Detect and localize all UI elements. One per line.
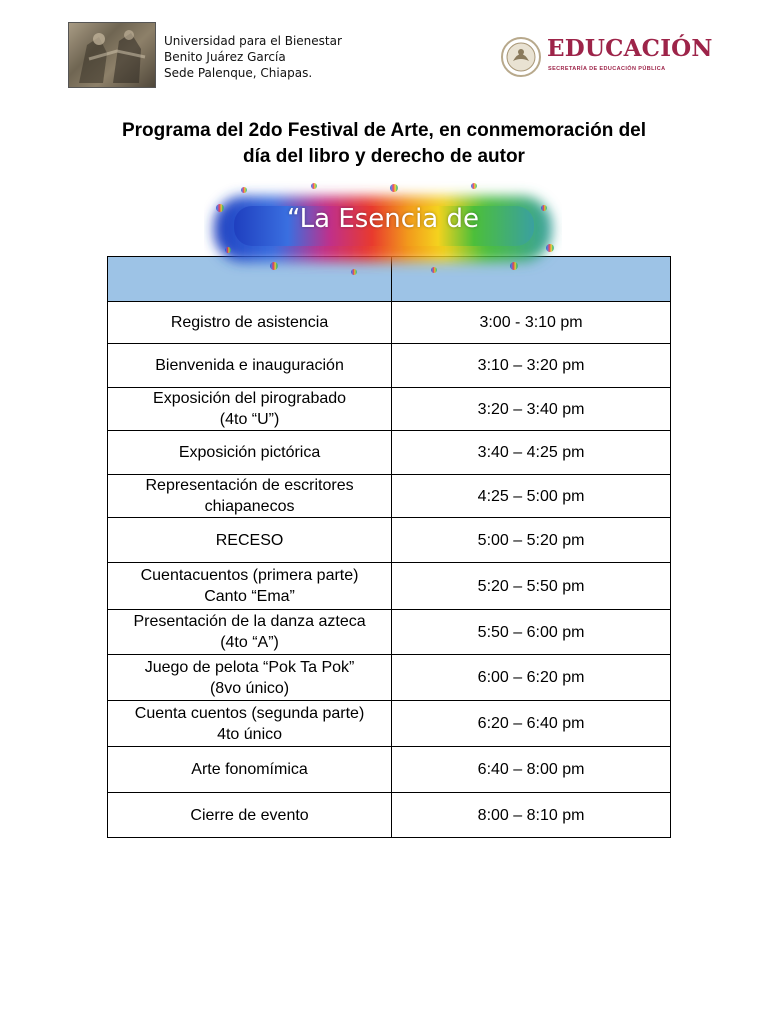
activity-line: (8vo único) xyxy=(209,679,290,697)
activity-cell xyxy=(108,302,392,344)
activity-cell xyxy=(108,655,392,701)
activity-line: Presentación de la danza azteca xyxy=(133,613,366,630)
activity-cell xyxy=(108,747,392,793)
table-row xyxy=(108,388,671,431)
university-logo xyxy=(68,22,156,88)
time-cell: 6:40 – 8:00 pm xyxy=(392,747,671,793)
activity-line: Exposición del pirograbado xyxy=(153,390,347,407)
title-line-1: Programa del 2do Festival de Arte, en conmemoración del xyxy=(121,120,647,141)
activity-cell xyxy=(108,563,392,610)
activity-cell xyxy=(108,344,392,388)
university-name xyxy=(164,33,342,81)
table-row xyxy=(108,655,671,701)
table-row xyxy=(108,431,671,475)
eagle-seal-icon xyxy=(500,33,544,81)
festival-banner xyxy=(204,178,562,282)
sep-logo xyxy=(500,33,713,83)
activity-line: Bienvenida e inauguración xyxy=(155,357,344,374)
university-line-1: Universidad para el Bienestar xyxy=(164,34,342,48)
activity-line: chiapanecos xyxy=(204,498,295,515)
edu-logo-word: EDUCACIÓN xyxy=(547,35,713,62)
activity-line: Juego de pelota “Pok Ta Pok” xyxy=(144,658,355,676)
activity-line: Exposición pictórica xyxy=(178,444,321,461)
table-row xyxy=(108,747,671,793)
activity-line: Cierre de evento xyxy=(190,806,309,824)
table-row xyxy=(108,302,671,344)
mural-image xyxy=(69,23,155,87)
time-cell: 3:20 – 3:40 pm xyxy=(392,388,671,431)
time-cell: 3:10 – 3:20 pm xyxy=(392,344,671,388)
activity-cell xyxy=(108,475,392,518)
document-title xyxy=(90,118,678,170)
time-cell: 6:20 – 6:40 pm xyxy=(392,701,671,747)
table-row xyxy=(108,518,671,563)
activity-line: (4to “A”) xyxy=(220,634,279,651)
table-row xyxy=(108,475,671,518)
activity-line: Registro de asistencia xyxy=(170,314,329,331)
university-line-2: Benito Juárez García xyxy=(164,50,286,64)
activity-line: RECESO xyxy=(215,531,284,549)
activity-line: 4to único xyxy=(217,725,283,743)
time-cell: 5:50 – 6:00 pm xyxy=(392,610,671,655)
time-cell: 3:00 - 3:10 pm xyxy=(392,302,671,344)
activity-line: Arte fonomímica xyxy=(191,761,308,778)
activity-cell xyxy=(108,431,392,475)
activity-cell xyxy=(108,610,392,655)
time-cell: 8:00 – 8:10 pm xyxy=(392,793,671,838)
table-row xyxy=(108,344,671,388)
table-row xyxy=(108,563,671,610)
activity-line: Cuentacuentos (primera parte) xyxy=(140,567,359,584)
time-cell: 4:25 – 5:00 pm xyxy=(392,475,671,518)
university-line-3: Sede Palenque, Chiapas. xyxy=(164,66,313,80)
edu-logo-subtitle: SECRETARÍA DE EDUCACIÓN PÚBLICA xyxy=(548,66,666,72)
table-row xyxy=(108,610,671,655)
time-cell: 5:00 – 5:20 pm xyxy=(392,518,671,563)
title-line-2: día del libro y derecho de autor xyxy=(243,146,525,167)
time-cell: 6:00 – 6:20 pm xyxy=(392,655,671,701)
banner-text: “La Esencia de xyxy=(286,204,480,234)
activity-line: (4to “U”) xyxy=(219,411,280,428)
activity-line: Canto “Ema” xyxy=(204,588,295,605)
activity-line: Cuenta cuentos (segunda parte) xyxy=(134,704,365,722)
table-row xyxy=(108,793,671,838)
time-cell: 5:20 – 5:50 pm xyxy=(392,563,671,610)
activity-cell xyxy=(108,793,392,838)
program-table xyxy=(107,256,671,838)
activity-cell xyxy=(108,518,392,563)
time-cell: 3:40 – 4:25 pm xyxy=(392,431,671,475)
activity-cell xyxy=(108,388,392,431)
activity-line: Representación de escritores xyxy=(145,477,354,494)
table-row xyxy=(108,701,671,747)
activity-cell xyxy=(108,701,392,747)
